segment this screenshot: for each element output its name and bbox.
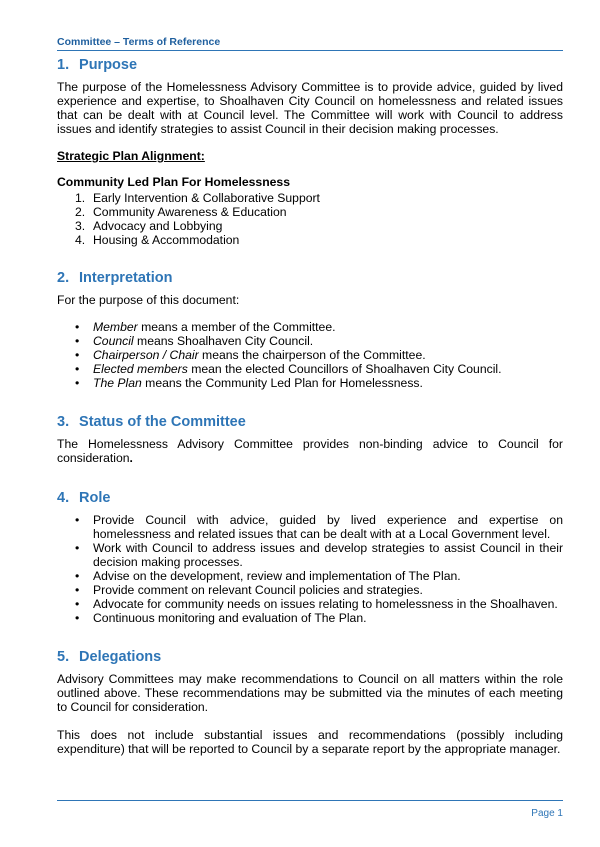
section-heading-delegations: 5. Delegations	[57, 649, 162, 665]
section-purpose	[57, 56, 563, 247]
list-item: • Council means Shoalhaven City Council.	[75, 334, 314, 348]
section-status	[57, 413, 563, 465]
delegations-para-2: This does not include substantial issues and recommendations (possibly including expenditure) that will be reported to Council by a separate report by the appropriate manager.	[57, 728, 563, 756]
section-role	[57, 489, 563, 625]
list-item: 2. Community Awareness & Education	[75, 205, 287, 219]
list-item: • Member means a member of the Committee.	[75, 320, 336, 334]
page-header: Committee – Terms of Reference	[57, 36, 563, 51]
list-item: • Advise on the development, review and implementation of The Plan.	[75, 569, 461, 583]
section-heading-interpretation: 2. Interpretation	[57, 270, 173, 286]
list-item: • Work with Council to address issues and develop strategies to assist Council in their decision making processes.	[75, 541, 563, 569]
list-item: • Provide comment on relevant Council policies and strategies.	[75, 583, 423, 597]
list-item: 1. Early Intervention & Collaborative Support	[75, 191, 320, 205]
plan-list	[57, 191, 563, 247]
document-body	[57, 56, 563, 756]
plan-heading: Community Led Plan For Homelessness	[57, 175, 290, 189]
list-item: • Elected members mean the elected Councillors of Shoalhaven City Council.	[75, 362, 502, 376]
list-item: 3. Advocacy and Lobbying	[75, 219, 223, 233]
role-list	[57, 513, 563, 625]
section-interpretation	[57, 269, 563, 390]
section-heading-status: 3. Status of the Committee	[57, 414, 246, 430]
status-text: The Homelessness Advisory Committee provides non-binding advice to Council for consideration.	[57, 437, 563, 465]
strategic-plan-alignment-heading: Strategic Plan Alignment:	[57, 149, 205, 163]
list-item: • Advocate for community needs on issues relating to homelessness in the Shoalhaven.	[75, 597, 558, 611]
definitions-list	[57, 320, 563, 390]
list-item: • Continuous monitoring and evaluation of The Plan.	[75, 611, 367, 625]
list-item: • Provide Council with advice, guided by lived experience and expertise on homelessness and related issues that can be dealt with at a Local Government level.	[75, 513, 563, 541]
section-heading-role: 4. Role	[57, 490, 111, 506]
list-item: • Chairperson / Chair means the chairperson of the Committee.	[75, 348, 426, 362]
section-heading-purpose: 1. Purpose	[57, 57, 138, 73]
list-item: 4. Housing & Accommodation	[75, 233, 240, 247]
purpose-text: The purpose of the Homelessness Advisory Committee is to provide advice, guided by lived experience and expertise, to Shoalhaven City Council on homelessness and related issues that can be dealt with at Council level. The Committee will work with Council to address issues and identify strategies to assist Council in their decision making processes.	[57, 80, 563, 136]
page-number: Page 1	[531, 808, 563, 819]
interpretation-intro: For the purpose of this document:	[57, 293, 240, 307]
list-item: • The Plan means the Community Led Plan for Homelessness.	[75, 376, 423, 390]
delegations-para-1: Advisory Committees may make recommendations to Council on all matters within the role outlined above. These recommendations may be submitted via the minutes of each meeting to Council for consideration.	[57, 672, 563, 714]
footer-divider	[57, 800, 563, 801]
section-delegations	[57, 648, 563, 756]
